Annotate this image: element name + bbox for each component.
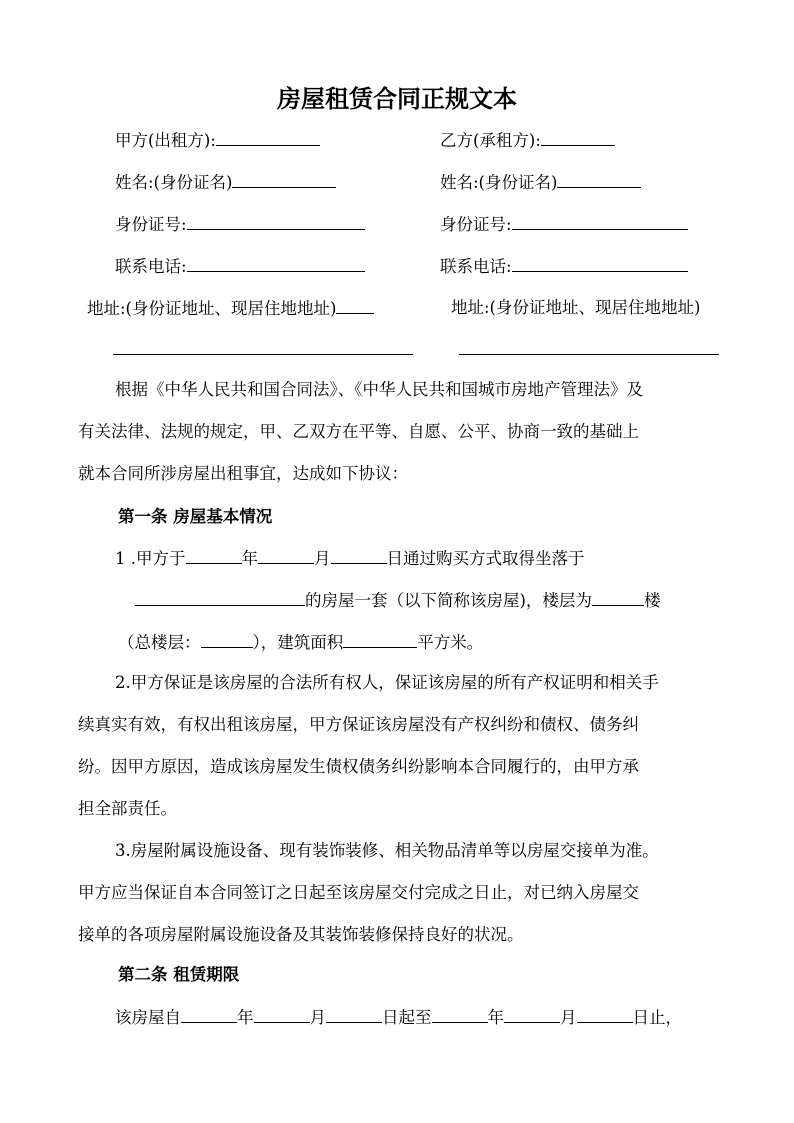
end-month-blank[interactable] xyxy=(504,1007,560,1023)
party-a-label: 甲方(出租方): xyxy=(115,131,216,150)
intro-line-1: 根据《中华人民共和国合同法》、《中华人民共和国城市房地产管理法》及 xyxy=(115,380,643,399)
article-1-heading: 第一条 房屋基本情况 xyxy=(118,507,273,526)
area-unit: 平方米。 xyxy=(417,633,484,652)
item-1-suffix: 日通过购买方式取得坐落于 xyxy=(386,549,585,568)
article-1-item-1-line-3 xyxy=(118,632,483,653)
party-a-phone-blank[interactable] xyxy=(187,256,365,272)
item-3-line-2: 甲方应当保证自本合同签订之日起至该房屋交付完成之日止，对已纳入房屋交 xyxy=(78,883,639,902)
total-floors-label: （总楼层： xyxy=(118,633,201,652)
month-label: 月 xyxy=(314,549,331,568)
party-b-name-label: 姓名:(身份证名) xyxy=(440,173,558,192)
party-a-address-field xyxy=(87,298,374,319)
acquire-day-blank[interactable] xyxy=(331,548,387,564)
end-year-blank[interactable] xyxy=(432,1007,488,1023)
acquire-year-blank[interactable] xyxy=(186,548,242,564)
start-month-label: 月 xyxy=(309,1008,326,1027)
party-b-address-label: 地址:(身份证地址、现居住地地址) xyxy=(451,298,701,317)
location-blank[interactable] xyxy=(135,590,305,606)
party-b-id-blank[interactable] xyxy=(512,214,688,230)
start-year-label: 年 xyxy=(237,1008,254,1027)
party-a-field xyxy=(115,130,320,151)
start-year-blank[interactable] xyxy=(181,1007,237,1023)
item-2-line-1: 2.甲方保证是该房屋的合法所有权人，保证该房屋的所有产权证明和相关手 xyxy=(115,673,659,692)
party-a-id-field xyxy=(115,214,365,235)
item-3-line-3: 接单的各项房屋附属设施设备及其装饰装修保持良好的状况。 xyxy=(78,925,524,944)
party-b-blank[interactable] xyxy=(541,130,615,146)
party-a-name-field xyxy=(115,172,336,193)
item-3-line-1: 3.房屋附属设施设备、现有装饰装修、相关物品清单等以房屋交接单为准。 xyxy=(115,841,659,860)
lease-end-label: 日止， xyxy=(632,1008,682,1027)
party-b-phone-field xyxy=(440,256,688,277)
item-1-prefix: 1 .甲方于 xyxy=(115,549,186,568)
party-b-phone-blank[interactable] xyxy=(512,256,688,272)
floor-unit: 楼 xyxy=(643,591,661,610)
item-2-line-4: 担全部责任。 xyxy=(78,799,177,818)
party-b-id-field xyxy=(440,214,688,235)
start-day-blank[interactable] xyxy=(326,1007,382,1023)
party-b-name-field xyxy=(440,172,641,193)
party-a-phone-label: 联系电话: xyxy=(115,257,187,276)
party-a-id-blank[interactable] xyxy=(187,214,365,230)
party-a-id-label: 身份证号: xyxy=(115,215,187,234)
item-2-line-2: 续真实有效，有权出租该房屋，甲方保证该房屋没有产权纠纷和债权、债务纠 xyxy=(78,715,639,734)
item-2-line-3: 纷。因甲方原因，造成该房屋发生债权债务纠纷影响本合同履行的，由甲方承 xyxy=(78,757,639,776)
party-a-phone-field xyxy=(115,256,365,277)
party-a-address-label: 地址:(身份证地址、现居住地地址) xyxy=(87,299,337,318)
party-a-name-label: 姓名:(身份证名) xyxy=(115,173,233,192)
party-a-address-line[interactable] xyxy=(113,354,413,355)
party-b-id-label: 身份证号: xyxy=(440,215,512,234)
intro-line-2: 有关法律、法规的规定，甲、乙双方在平等、自愿、公平、协商一致的基础上 xyxy=(78,422,639,441)
end-year-label: 年 xyxy=(487,1008,504,1027)
party-b-field xyxy=(440,130,615,151)
party-a-address-blank[interactable] xyxy=(336,298,374,314)
party-a-name-blank[interactable] xyxy=(232,172,336,188)
lease-from-label: 该房屋自 xyxy=(115,1008,181,1027)
year-label: 年 xyxy=(241,549,258,568)
party-b-label: 乙方(承租方): xyxy=(440,131,541,150)
lease-to-label: 日起至 xyxy=(382,1008,432,1027)
area-label: ），建筑面积 xyxy=(252,633,344,652)
article-2-heading: 第二条 租赁期限 xyxy=(118,965,240,984)
article-2-line-1 xyxy=(115,1007,682,1028)
article-1-item-1-line-2 xyxy=(135,590,660,611)
intro-line-3: 就本合同所涉房屋出租事宜，达成如下协议： xyxy=(78,464,408,483)
document-title: 房屋租赁合同正规文本 xyxy=(277,84,517,113)
party-a-blank[interactable] xyxy=(216,130,320,146)
house-desc-text: 的房屋一套（以下简称该房屋)，楼层为 xyxy=(305,591,592,610)
total-floors-blank[interactable] xyxy=(201,632,253,648)
party-b-name-blank[interactable] xyxy=(557,172,641,188)
start-month-blank[interactable] xyxy=(254,1007,310,1023)
party-b-address-line[interactable] xyxy=(459,354,719,355)
party-b-phone-label: 联系电话: xyxy=(440,257,512,276)
end-day-blank[interactable] xyxy=(577,1007,633,1023)
floor-blank[interactable] xyxy=(592,590,644,606)
acquire-month-blank[interactable] xyxy=(258,548,314,564)
end-month-label: 月 xyxy=(560,1008,577,1027)
area-blank[interactable] xyxy=(343,632,417,648)
article-1-item-1-line-1 xyxy=(115,548,585,569)
